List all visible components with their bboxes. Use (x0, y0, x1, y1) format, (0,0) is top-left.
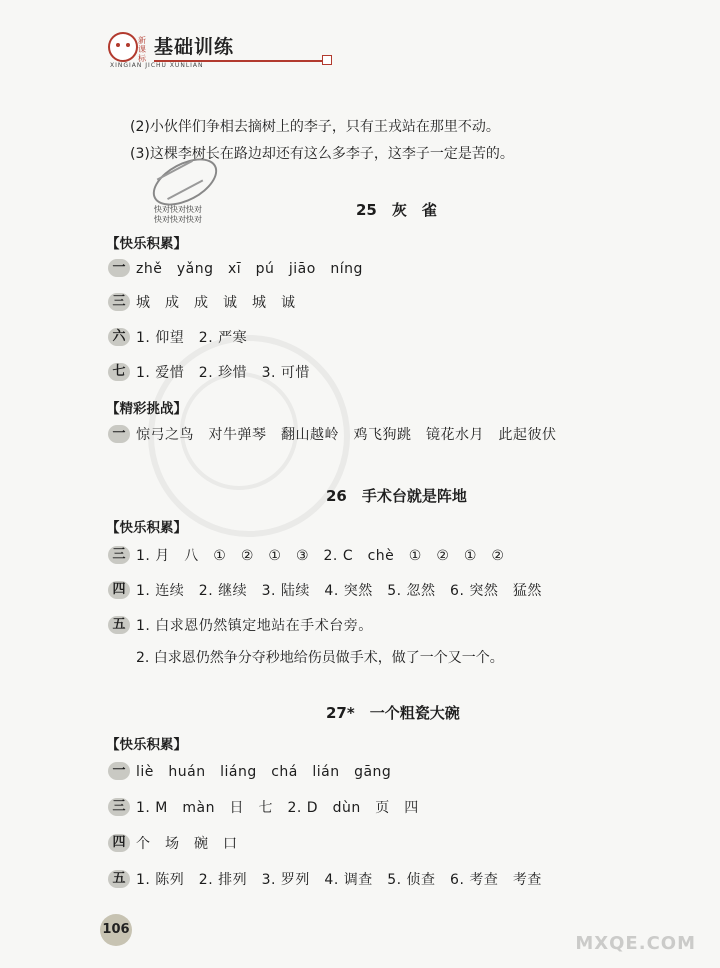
item-text: 1. 爱惜 2. 珍惜 3. 可惜 (136, 365, 310, 381)
mascot-logo-icon (108, 32, 138, 62)
lesson-27-item-5 (108, 869, 542, 889)
lesson-25-challenge-1 (108, 424, 557, 444)
item-marker: 五 (108, 870, 130, 888)
item-text: 1. 陈列 2. 排列 3. 罗列 4. 调查 5. 侦查 6. 考查 考查 (136, 872, 542, 888)
book-title: 基础训练 (154, 36, 235, 58)
header-box-icon (322, 55, 332, 65)
item-text: 城 成 成 诚 城 诚 (136, 295, 296, 311)
item-text: 1. M màn 日 七 2. D dùn 页 四 (136, 800, 419, 816)
item-text: 1. 仰望 2. 严寒 (136, 330, 248, 346)
lesson-27-item-4 (108, 833, 238, 853)
answer-line-3: (3)这棵李树长在路边却还有这么多李子，这李子一定是苦的。 (130, 146, 514, 162)
stamp-caption-1: 快对快对快对 (154, 205, 202, 214)
stamp-caption-2: 快对快对快对 (154, 215, 202, 224)
item-text: liè huán liáng chá lián gāng (136, 764, 392, 780)
item-text: 个 场 碗 口 (136, 836, 238, 852)
item-marker: 四 (108, 834, 130, 852)
lesson-25-section-challenge: 【精彩挑战】 (106, 401, 187, 417)
item-marker: 七 (108, 363, 130, 381)
watermark-url: MXQE.COM (575, 933, 696, 954)
item-text: zhě yǎng xī pú jiāo níng (136, 261, 363, 277)
item-text: 1. 月 八 ① ② ① ③ 2. C chè ① ② ① ② (136, 548, 505, 564)
series-tag: 新课标 (138, 36, 146, 63)
item-marker: 六 (108, 328, 130, 346)
lesson-27-section-accumulate: 【快乐积累】 (106, 737, 187, 753)
item-marker: 一 (108, 259, 130, 277)
answer-line-2: (2)小伙伴们争相去摘树上的李子，只有王戎站在那里不动。 (130, 119, 500, 135)
item-text: 惊弓之鸟 对牛弹琴 翻山越岭 鸡飞狗跳 镜花水月 此起彼伏 (136, 427, 557, 443)
lesson-25-title: 25 灰 雀 (356, 201, 437, 219)
lesson-26-item-3 (108, 545, 504, 565)
book-header (108, 28, 238, 74)
item-marker: 三 (108, 798, 130, 816)
lesson-26-title: 26 手术台就是阵地 (326, 487, 467, 505)
lesson-26-item-5 (108, 615, 373, 635)
item-marker: 五 (108, 616, 130, 634)
item-marker: 一 (108, 425, 130, 443)
item-marker: 三 (108, 546, 130, 564)
lesson-25-item-3 (108, 292, 296, 312)
item-marker: 四 (108, 581, 130, 599)
item-marker: 一 (108, 762, 130, 780)
book-subtitle: XINGIAN JICHU XUNLIAN (110, 62, 204, 69)
item-text: 1. 白求恩仍然镇定地站在手术台旁。 (136, 618, 373, 634)
corner-watermark (548, 880, 708, 960)
lesson-27-title: 27* 一个粗瓷大碗 (326, 704, 460, 722)
lesson-25-item-7 (108, 362, 310, 382)
lesson-26-item-5-extra: 2. 白求恩仍然争分夺秒地给伤员做手术，做了一个又一个。 (136, 650, 504, 666)
lesson-25-item-6 (108, 327, 247, 347)
lesson-25-section-accumulate: 【快乐积累】 (106, 236, 187, 252)
item-marker: 三 (108, 293, 130, 311)
lesson-27-item-1 (108, 761, 391, 781)
lesson-25-item-1 (108, 258, 363, 278)
item-text: 1. 连续 2. 继续 3. 陆续 4. 突然 5. 忽然 6. 突然 猛然 (136, 583, 542, 599)
page-number: 106 (100, 914, 132, 946)
lesson-26-item-4 (108, 580, 542, 600)
lesson-27-item-3 (108, 797, 419, 817)
lesson-26-section-accumulate: 【快乐积累】 (106, 520, 187, 536)
